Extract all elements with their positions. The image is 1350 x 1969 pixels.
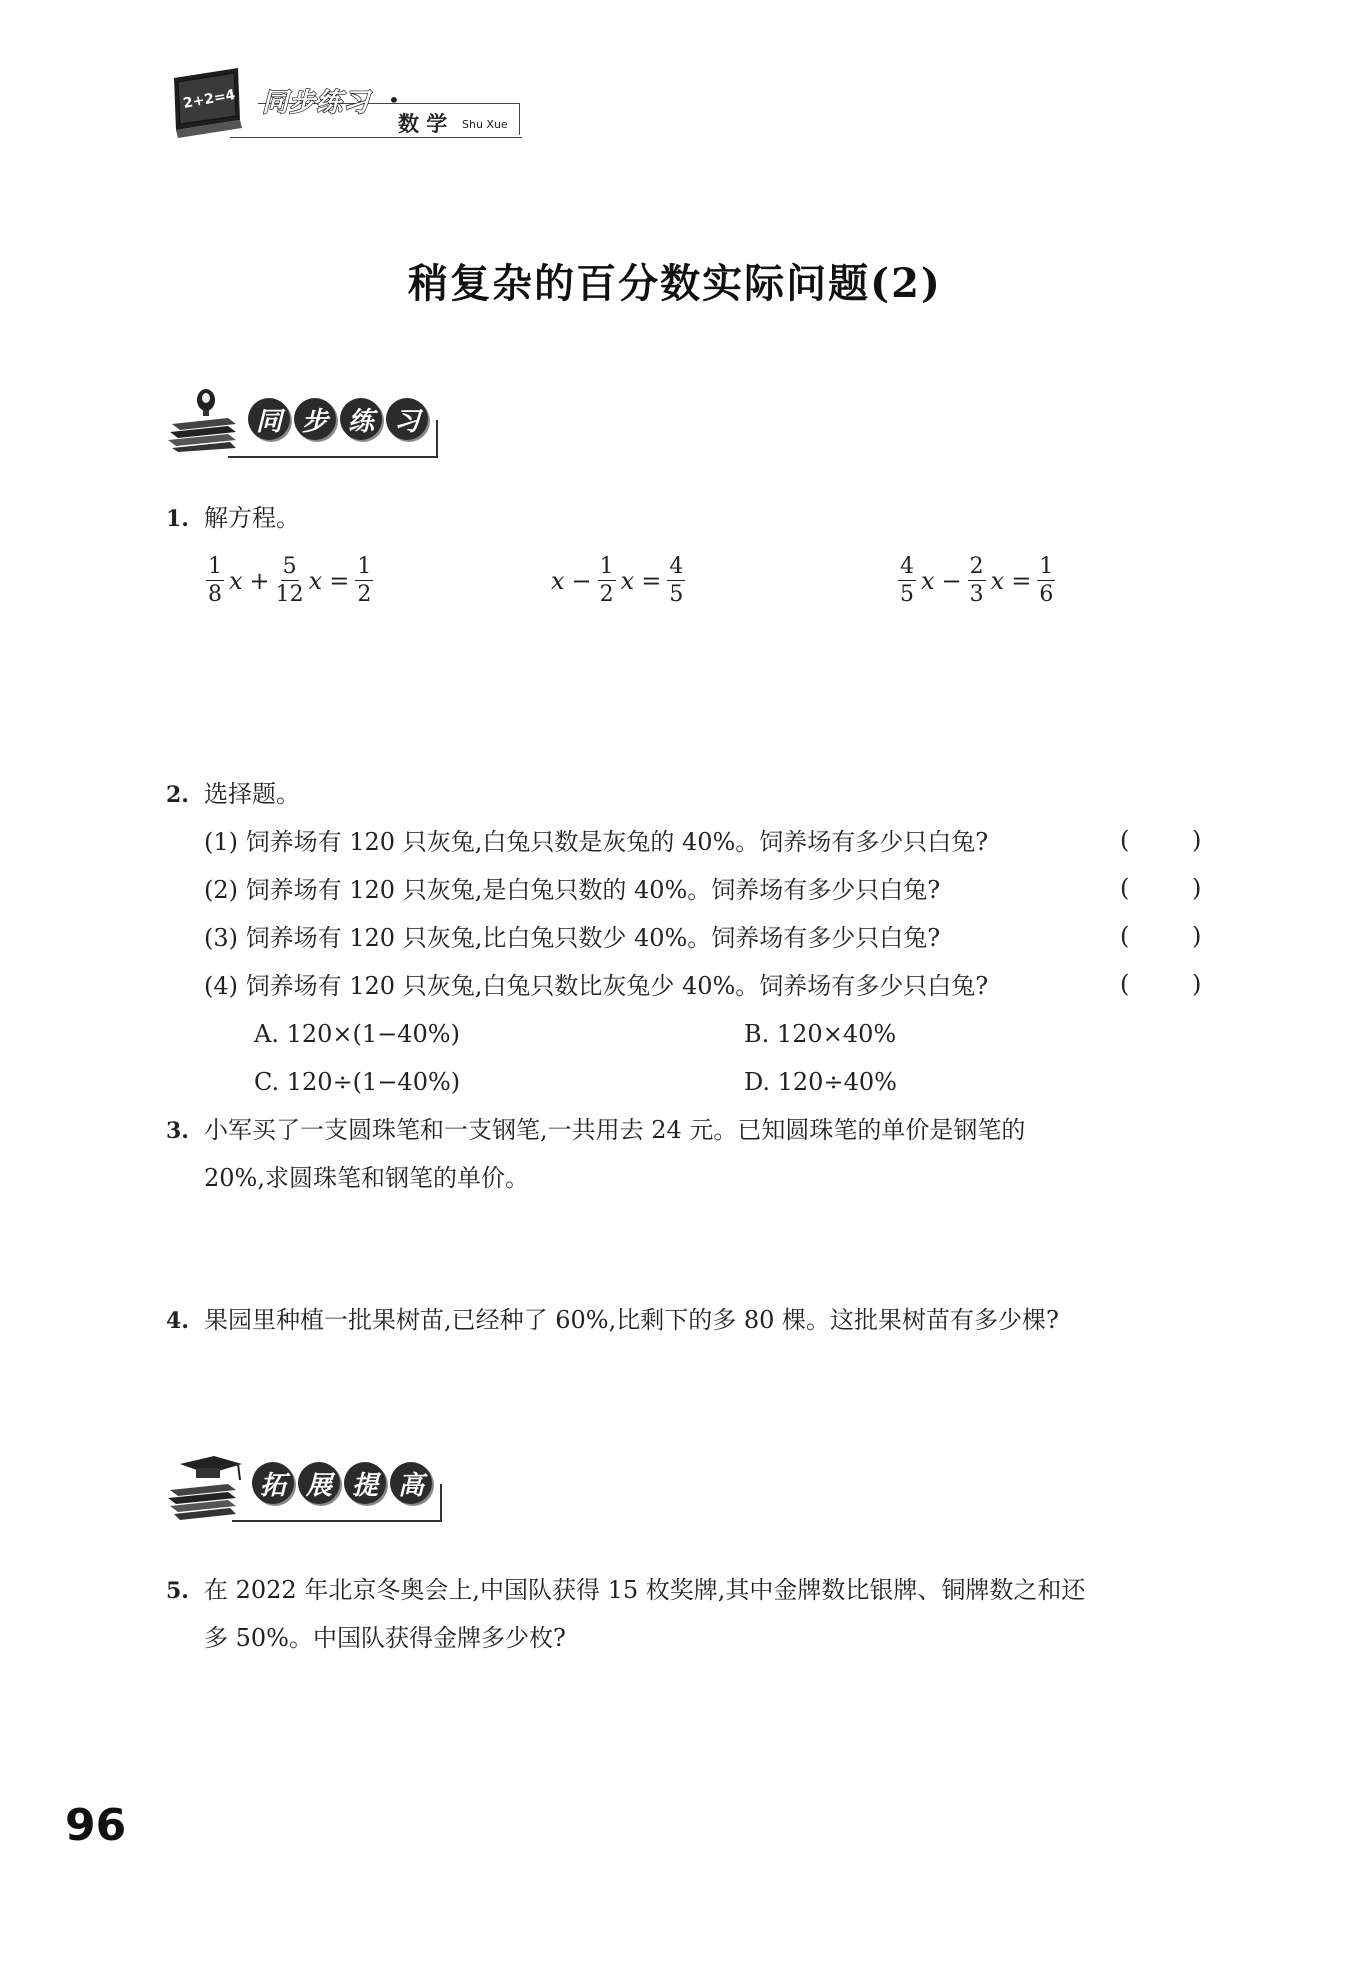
fraction: $\frac{1}{2}$: [599, 554, 614, 607]
question-number: 3.: [166, 1118, 189, 1144]
banner-char: 习: [386, 398, 428, 440]
banner-char: 同: [248, 398, 290, 440]
answer-paren-open: (: [1120, 874, 1130, 902]
header-title: 同步练习: [262, 88, 371, 118]
banner-char: 练: [340, 398, 382, 440]
banner-char: 展: [298, 1462, 340, 1504]
fraction: $\frac{1}{2}$: [357, 554, 372, 607]
fraction: $\frac{1}{6}$: [1039, 554, 1054, 607]
equation-2: x − $\frac{1}{2}$ x = $\frac{4}{5}$: [551, 554, 684, 607]
banner-char: 高: [390, 1462, 432, 1504]
logo-text: 2+2=4: [181, 87, 237, 112]
question-text: 20%,求圆珠笔和钢笔的单价。: [204, 1164, 529, 1192]
fraction: $\frac{2}{3}$: [969, 554, 984, 607]
answer-paren-open: (: [1120, 922, 1130, 950]
choice-a: A. 120×(1−40%): [254, 1020, 460, 1048]
choice-b: B. 120×40%: [744, 1020, 897, 1048]
answer-paren-close: ): [1192, 826, 1202, 854]
banner-char: 步: [294, 398, 336, 440]
sub-question: (3) 饲养场有 120 只灰兔,比白兔只数少 40%。饲养场有多少只白兔?: [204, 924, 941, 952]
question-text: 果园里种植一批果树苗,已经种了 60%,比剩下的多 80 棵。这批果树苗有多少棵?: [204, 1306, 1059, 1334]
fraction: $\frac{5}{12}$: [275, 554, 304, 607]
fraction: $\frac{4}{5}$: [900, 554, 914, 607]
header-pinyin: Shu Xue: [462, 118, 508, 131]
choice-c: C. 120÷(1−40%): [254, 1068, 461, 1096]
chalkboard-logo-icon: [168, 58, 258, 148]
question-text: 多 50%。中国队获得金牌多少枚?: [204, 1624, 566, 1652]
question-number: 4.: [166, 1308, 189, 1334]
page-number: 96: [65, 1800, 127, 1851]
header-divider: [230, 137, 522, 138]
question-number: 5.: [166, 1578, 189, 1604]
page-title: 稍复杂的百分数实际问题(2): [408, 260, 942, 307]
sub-question: (2) 饲养场有 120 只灰兔,是白兔只数的 40%。饲养场有多少只白兔?: [204, 876, 941, 904]
choice-d: D. 120÷40%: [744, 1068, 897, 1096]
answer-paren-close: ): [1192, 922, 1202, 950]
equation-3: $\frac{4}{5}$ x − $\frac{2}{3}$ x = $\frac{1}{6}$: [900, 554, 1054, 607]
fraction: $\frac{1}{8}$: [208, 554, 222, 607]
answer-paren-open: (: [1120, 826, 1130, 854]
banner-char: 拓: [252, 1462, 294, 1504]
answer-paren-close: ): [1192, 970, 1202, 998]
question-number: 2.: [166, 782, 189, 808]
question-text: 小军买了一支圆珠笔和一支钢笔,一共用去 24 元。已知圆珠笔的单价是钢笔的: [204, 1116, 1026, 1144]
question-text: 解方程。: [204, 504, 300, 532]
banner-frame: [232, 1484, 442, 1522]
fraction: $\frac{4}{5}$: [669, 554, 684, 607]
sub-question: (1) 饲养场有 120 只灰兔,白兔只数是灰兔的 40%。饲养场有多少只白兔?: [204, 828, 989, 856]
banner-char: 提: [344, 1462, 386, 1504]
answer-paren-open: (: [1120, 970, 1130, 998]
sub-question: (4) 饲养场有 120 只灰兔,白兔只数比灰兔少 40%。饲养场有多少只白兔?: [204, 972, 989, 1000]
answer-paren-close: ): [1192, 874, 1202, 902]
header-subject: 数 学: [398, 112, 448, 136]
equation-1: $\frac{1}{8}$ x + $\frac{5}{12}$ x = $\frac{1}{2}$: [208, 554, 372, 607]
question-text: 选择题。: [204, 780, 300, 808]
question-text: 在 2022 年北京冬奥会上,中国队获得 15 枚奖牌,其中金牌数比银牌、铜牌数之和还: [204, 1576, 1086, 1604]
header-dot: •: [388, 88, 400, 112]
question-number: 1.: [166, 506, 189, 532]
banner-frame: [228, 420, 438, 458]
